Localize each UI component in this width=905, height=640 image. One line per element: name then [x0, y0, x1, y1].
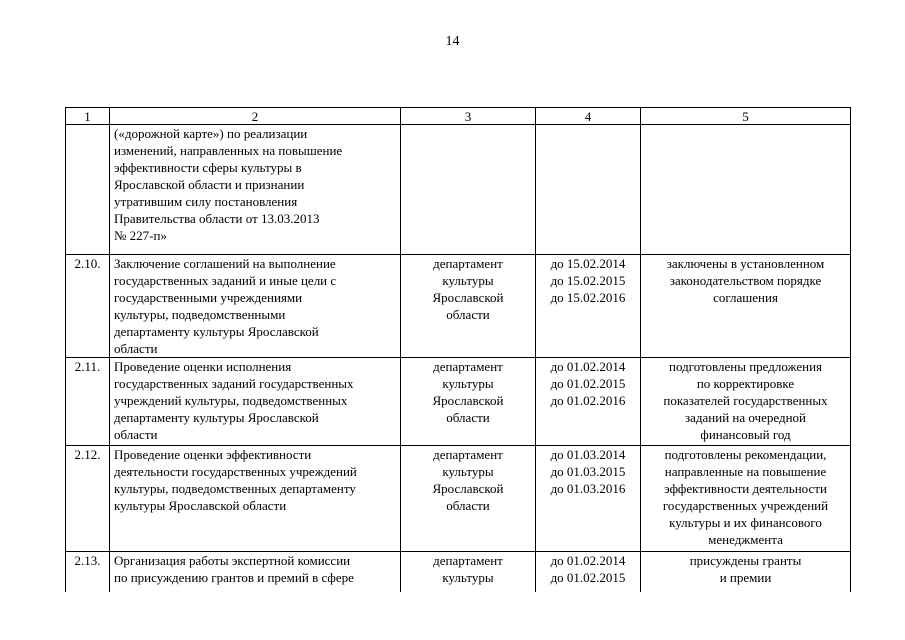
- measure-text-line: утратившим силу постановления: [114, 194, 298, 209]
- measure-text-line: Проведение оценки эффективности: [114, 447, 312, 462]
- measure-text-line: учреждений культуры, подведомственных: [114, 393, 348, 408]
- result-text: [641, 358, 851, 446]
- result-text: [641, 255, 851, 358]
- result-text: [641, 446, 851, 552]
- result-text-line: государственных учреждений: [662, 498, 829, 513]
- column-number-row: [66, 108, 851, 125]
- measure-text-line: департаменту культуры Ярославской: [114, 324, 319, 339]
- measure-text-line: изменений, направленных на повышение: [114, 143, 343, 158]
- executor-text-line: департамент: [433, 359, 503, 374]
- table-row: [66, 358, 851, 446]
- measure-text-line: области: [114, 341, 158, 356]
- result-text-line: присуждены гранты: [689, 553, 802, 568]
- measure-text-line: деятельности государственных учреждений: [114, 464, 357, 479]
- column-number: 4: [536, 108, 641, 125]
- measure-text-line: культуры Ярославской области: [114, 498, 287, 513]
- executor-text-line: Ярославской: [432, 481, 504, 496]
- page-number: 14: [445, 34, 460, 49]
- result-text-line: соглашения: [713, 290, 778, 305]
- result-text-line: показателей государственных: [663, 393, 828, 408]
- table-row: [66, 552, 851, 592]
- result-text-line: подготовлены предложения: [668, 359, 823, 374]
- measure-text-line: государственными учреждениями: [114, 290, 303, 305]
- result-text-line: эффективности деятельности: [664, 481, 827, 496]
- measure-text-line: культуры, подведомственными: [114, 307, 286, 322]
- result-text-line: менеджмента: [708, 532, 783, 547]
- table-row: [66, 446, 851, 552]
- executor-text: [401, 446, 536, 552]
- deadline-text-line: до 15.02.2015: [550, 273, 626, 288]
- table-row: [66, 125, 851, 255]
- measure-text-line: по присуждению грантов и премий в сфере: [114, 570, 354, 585]
- executor-text-line: области: [446, 307, 490, 322]
- executor-text: [401, 125, 536, 255]
- executor-text-line: департамент: [433, 447, 503, 462]
- deadline-text-line: до 01.02.2016: [550, 393, 626, 408]
- deadline-text-line: до 01.03.2016: [550, 481, 626, 496]
- deadline-text: [536, 446, 641, 552]
- deadline-text: [536, 552, 641, 592]
- executor-text: [401, 358, 536, 446]
- executor-text-line: Ярославской: [432, 290, 504, 305]
- deadline-text-line: до 01.02.2014: [550, 359, 626, 374]
- deadline-text-line: до 15.02.2016: [550, 290, 626, 305]
- executor-text-line: культуры: [442, 273, 494, 288]
- column-number: 1: [66, 108, 110, 125]
- measure-text-line: Проведение оценки исполнения: [114, 359, 292, 374]
- executor-text-line: области: [446, 410, 490, 425]
- deadline-text-line: до 01.02.2015: [550, 570, 626, 585]
- executor-text: [401, 255, 536, 358]
- item-number: 2.13.: [66, 552, 110, 592]
- result-text-line: заключены в установленном: [666, 256, 825, 271]
- deadline-text: [536, 125, 641, 255]
- deadline-text-line: до 01.03.2015: [550, 464, 626, 479]
- column-number: 3: [401, 108, 536, 125]
- measure-text-line: области: [114, 427, 158, 442]
- executor-text-line: области: [446, 498, 490, 513]
- measure-text-line: № 227-п»: [114, 228, 167, 243]
- measure-text: [110, 255, 401, 358]
- deadline-text: [536, 255, 641, 358]
- column-number: 5: [641, 108, 851, 125]
- table-row: [66, 255, 851, 358]
- measure-text-line: департаменту культуры Ярославской: [114, 410, 319, 425]
- deadline-text-line: до 15.02.2014: [550, 256, 626, 271]
- result-text-line: по корректировке: [696, 376, 795, 391]
- measure-text: [110, 358, 401, 446]
- measure-text-line: Заключение соглашений на выполнение: [114, 256, 336, 271]
- item-number: 2.11.: [66, 358, 110, 446]
- result-text-line: законодательством порядке: [669, 273, 822, 288]
- result-text-line: направленные на повышение: [664, 464, 827, 479]
- measure-text: [110, 446, 401, 552]
- executor-text-line: Ярославской: [432, 393, 504, 408]
- result-text: [641, 552, 851, 592]
- measure-text-line: Ярославской области и признании: [114, 177, 305, 192]
- item-number: [66, 125, 110, 255]
- column-number: 2: [110, 108, 401, 125]
- result-text: [641, 125, 851, 255]
- measure-text-line: государственных заданий и иные цели с: [114, 273, 337, 288]
- executor-text-line: культуры: [442, 464, 494, 479]
- executor-text-line: департамент: [433, 256, 503, 271]
- deadline-text-line: до 01.02.2015: [550, 376, 626, 391]
- result-text-line: и премии: [719, 570, 772, 585]
- result-text-line: подготовлены рекомендации,: [664, 447, 827, 462]
- measure-text-line: Организация работы экспертной комиссии: [114, 553, 351, 568]
- executor-text-line: культуры: [442, 376, 494, 391]
- deadline-text-line: до 01.03.2014: [550, 447, 626, 462]
- executor-text-line: департамент: [433, 553, 503, 568]
- result-text-line: заданий на очередной: [685, 410, 806, 425]
- item-number: 2.12.: [66, 446, 110, 552]
- measure-text: [110, 125, 401, 255]
- measures-table-body: [66, 108, 851, 592]
- measure-text-line: Правительства области от 13.03.2013: [114, 211, 320, 226]
- item-number: 2.10.: [66, 255, 110, 358]
- measure-text-line: культуры, подведомственных департаменту: [114, 481, 356, 496]
- result-text-line: культуры и их финансового: [669, 515, 822, 530]
- measure-text-line: эффективности сферы культуры в: [114, 160, 302, 175]
- executor-text: [401, 552, 536, 592]
- executor-text-line: культуры: [442, 570, 494, 585]
- deadline-text: [536, 358, 641, 446]
- result-text-line: финансовый год: [700, 427, 791, 442]
- measures-table: [65, 107, 851, 592]
- measure-text-line: государственных заданий государственных: [114, 376, 354, 391]
- measure-text: [110, 552, 401, 592]
- measure-text-line: («дорожной карте») по реализации: [114, 126, 308, 141]
- deadline-text-line: до 01.02.2014: [550, 553, 626, 568]
